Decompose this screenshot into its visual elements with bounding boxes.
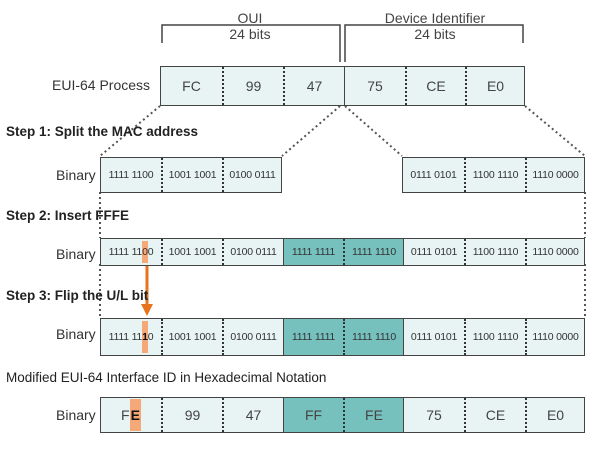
step2-title: Step 2: Insert FFFE	[6, 208, 130, 223]
fffe-hex-cell: FF	[283, 398, 343, 432]
split-left-inner	[282, 106, 340, 156]
hex-cell: 99	[161, 398, 222, 432]
ul-bit-hex-digit: E	[130, 399, 141, 431]
step1-left-row	[100, 157, 282, 193]
binary-cell: 1100 1110	[464, 319, 525, 355]
mac-hex-cell: 47	[283, 67, 344, 105]
step2-binary-label: Binary	[56, 246, 96, 262]
fffe-cell: 1111 1111	[283, 319, 343, 355]
process-label: EUI-64 Process	[52, 77, 151, 93]
mac-hex-cell: 75	[344, 67, 405, 105]
oui-bracket	[162, 25, 340, 62]
fffe-cell: 1111 1110	[343, 319, 403, 355]
device-bracket	[345, 25, 523, 62]
split-right-inner	[345, 106, 402, 156]
step1-title: Step 1: Split the MAC address	[6, 124, 199, 139]
result-hex-row	[100, 397, 585, 433]
binary-cell	[101, 319, 161, 355]
step2-byte0-suffix: 0	[147, 246, 154, 258]
mac-hex-cell: 99	[222, 67, 283, 105]
step1-binary-label: Binary	[56, 167, 96, 183]
result-binary-label: Binary	[56, 407, 96, 423]
binary-cell: 0111 0101	[403, 239, 464, 265]
hex-cell: CE	[464, 398, 525, 432]
step1-right-row	[402, 157, 585, 193]
binary-cell: 1001 1001	[161, 158, 222, 192]
oui-title: OUI	[237, 10, 263, 26]
device-identifier-title: Device Identifier	[384, 10, 486, 26]
mac-hex-cell: E0	[465, 67, 524, 105]
hex-cell: 75	[403, 398, 464, 432]
binary-cell: 1001 1001	[161, 239, 222, 265]
binary-cell: 0100 0111	[222, 158, 281, 192]
binary-cell: 0111 0101	[410, 169, 457, 181]
result-title: Modified EUI-64 Interface ID in Hexadecimal Notation	[6, 370, 327, 385]
hex-cell: E0	[525, 398, 584, 432]
binary-cell: 0100 0111	[222, 239, 283, 265]
binary-cell: 1100 1110	[464, 158, 525, 192]
step3-row	[100, 318, 585, 356]
hex-cell: 47	[222, 398, 283, 432]
step2-row	[100, 238, 585, 266]
step3-byte0-suffix: 0	[147, 331, 154, 343]
binary-cell: 1001 1001	[161, 319, 222, 355]
ul-bit-flipped: 1	[142, 321, 148, 353]
ul-bit-original: 0	[142, 241, 148, 263]
step2-byte0-prefix: 1111 11	[108, 246, 143, 258]
fffe-cell: 1111 1111	[283, 239, 343, 265]
binary-cell: 1110 0000	[525, 239, 584, 265]
fffe-hex-cell: FE	[343, 398, 403, 432]
binary-cell: 0111 0101	[403, 319, 464, 355]
binary-cell: 0100 0111	[222, 319, 283, 355]
binary-cell: 1110 0000	[525, 319, 584, 355]
binary-cell: 1100 1110	[464, 239, 525, 265]
mac-hex-cell: CE	[405, 67, 465, 105]
binary-cell: 1110 0000	[525, 158, 584, 192]
binary-cell	[101, 239, 161, 265]
oui-bits: 24 bits	[229, 26, 271, 42]
fffe-cell: 1111 1110	[343, 239, 403, 265]
mac-hex-cell: FC	[182, 78, 201, 94]
split-right-outer	[525, 106, 585, 156]
binary-cell: 1111 1100	[108, 169, 154, 181]
mac-hex-row	[160, 66, 525, 106]
device-identifier-bits: 24 bits	[414, 26, 456, 42]
hex-cell	[101, 398, 161, 432]
step3-byte0-prefix: 1111 11	[108, 331, 143, 343]
step3-binary-label: Binary	[56, 326, 96, 342]
result-byte0-prefix: F	[121, 407, 130, 423]
step3-title: Step 3: Flip the U/L bit	[6, 288, 149, 303]
